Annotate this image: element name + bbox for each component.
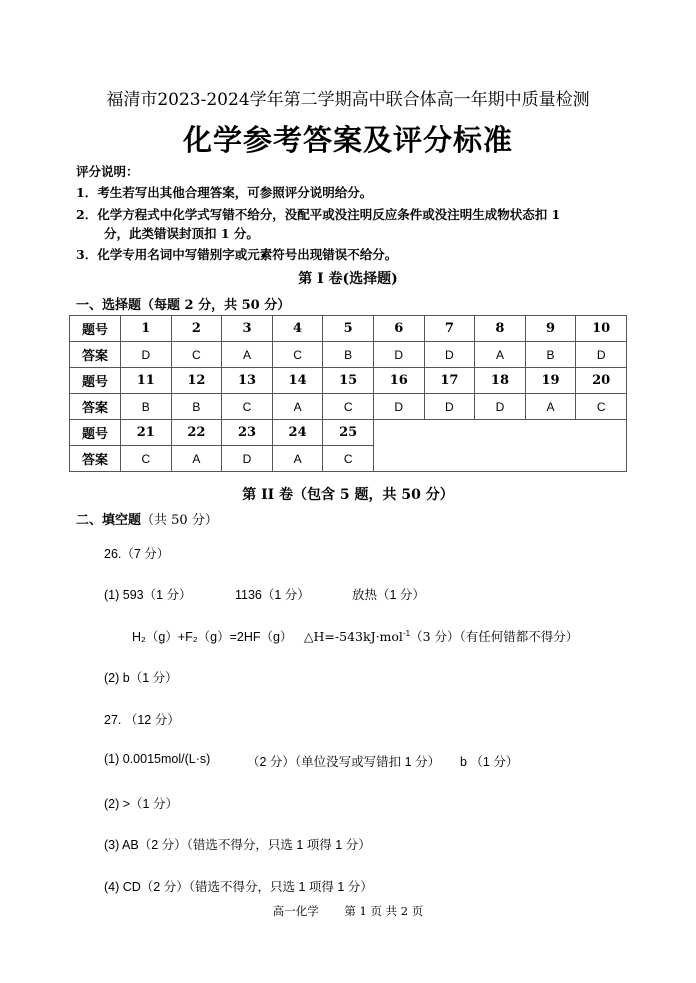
- question-number: 13: [222, 368, 273, 394]
- page-footer: [0, 903, 696, 919]
- answer-cell: C: [576, 394, 627, 420]
- equation-reaction: H₂（g）+F₂（g）=2HF（g）: [132, 630, 293, 644]
- footer-subject: 高一化学: [272, 904, 319, 918]
- answer-cell: A: [272, 394, 323, 420]
- grading-notes-heading: 评分说明：: [76, 164, 139, 179]
- question-number: 21: [121, 420, 172, 446]
- empty-cell-block: [373, 420, 626, 472]
- answer-cell: D: [424, 342, 475, 368]
- question-number: 1: [121, 316, 172, 342]
- answer-cell: C: [121, 446, 172, 472]
- q26-part1-c: 放热（1 分）: [352, 588, 425, 602]
- answer-cell: D: [424, 394, 475, 420]
- question-number: 24: [272, 420, 323, 446]
- answer-cell: D: [121, 342, 172, 368]
- answer-cell: C: [323, 446, 374, 472]
- row-label: 答案: [70, 394, 121, 420]
- choice-section-heading: 一、选择题（每题 2 分，共 50 分）: [76, 298, 291, 313]
- question-number: 4: [272, 316, 323, 342]
- fill-section-label: 二、填空题: [76, 513, 142, 528]
- answer-cell: C: [222, 394, 273, 420]
- question-number: 8: [475, 316, 526, 342]
- answer-table: [69, 315, 627, 472]
- answer-cell: A: [222, 342, 273, 368]
- question-number: 19: [525, 368, 576, 394]
- question-number: 6: [373, 316, 424, 342]
- page-title: 化学参考答案及评分标准: [182, 123, 513, 157]
- question-number: 15: [323, 368, 374, 394]
- row-label: 答案: [70, 446, 121, 472]
- fill-section-points: （共 50 分）: [141, 513, 218, 528]
- question-number: 18: [475, 368, 526, 394]
- q27-heading: 27. （12 分）: [104, 713, 180, 727]
- answer-cell: B: [121, 394, 172, 420]
- question-number: 14: [272, 368, 323, 394]
- question-number: 5: [323, 316, 374, 342]
- equation-points: （3 分）（有任何错都不得分）: [410, 629, 579, 644]
- q26-part1-b: 1136（1 分）: [235, 588, 310, 602]
- q26-part1-a: (1) 593（1 分）: [104, 588, 192, 602]
- grading-note-1: 1．考生若写出其他合理答案，可参照评分说明给分。: [76, 185, 373, 200]
- answer-cell: A: [475, 342, 526, 368]
- question-number: 3: [222, 316, 273, 342]
- answer-row-2: [70, 394, 627, 420]
- equation-superscript: -1: [402, 628, 411, 638]
- answer-cell: D: [222, 446, 273, 472]
- answer-cell: C: [323, 394, 374, 420]
- answer-cell: B: [323, 342, 374, 368]
- question-number: 22: [171, 420, 222, 446]
- q26-part2: (2) b（1 分）: [104, 671, 178, 685]
- grading-note-2-cont: 分，此类错误封顶扣 1 分。: [104, 226, 259, 241]
- question-number: 12: [171, 368, 222, 394]
- answer-cell: B: [171, 394, 222, 420]
- part2-title: 第 II 卷（包含 5 题，共 50 分）: [242, 487, 454, 503]
- question-number: 11: [121, 368, 172, 394]
- question-row-2: [70, 368, 627, 394]
- q26-heading: 26.（7 分）: [104, 547, 170, 561]
- question-number: 20: [576, 368, 627, 394]
- answer-cell: D: [475, 394, 526, 420]
- answer-cell: A: [525, 394, 576, 420]
- question-number: 10: [576, 316, 627, 342]
- question-row-3: [70, 420, 627, 446]
- row-label: 题号: [70, 316, 121, 342]
- q27-part1-b: （2 分）（单位没写或写错扣 1 分）: [247, 755, 441, 769]
- question-number: 16: [373, 368, 424, 394]
- grading-note-3: 3．化学专用名词中写错别字或元素符号出现错误不给分。: [76, 247, 398, 262]
- equation-enthalpy: △H=-543kJ·mol: [303, 629, 403, 644]
- row-label: 答案: [70, 342, 121, 368]
- question-number: 7: [424, 316, 475, 342]
- q27-part1-a: (1) 0.0015mol/(L·s): [104, 752, 211, 766]
- question-number: 17: [424, 368, 475, 394]
- answer-cell: D: [373, 342, 424, 368]
- q27-part1-c: b （1 分）: [460, 755, 519, 769]
- answer-cell: C: [272, 342, 323, 368]
- row-label: 题号: [70, 368, 121, 394]
- footer-page-number: 第 1 页 共 2 页: [344, 904, 424, 918]
- row-label: 题号: [70, 420, 121, 446]
- answer-cell: A: [272, 446, 323, 472]
- question-number: 25: [323, 420, 374, 446]
- q27-part4: (4) CD（2 分）（错选不得分，只选 1 项得 1 分）: [104, 880, 373, 894]
- fill-section-heading: [76, 509, 218, 528]
- answer-row-1: [70, 342, 627, 368]
- answer-cell: D: [373, 394, 424, 420]
- question-number: 9: [525, 316, 576, 342]
- q26-equation: [132, 627, 578, 645]
- question-row-1: [70, 316, 627, 342]
- question-number: 2: [171, 316, 222, 342]
- answer-cell: D: [576, 342, 627, 368]
- grading-note-2: 2．化学方程式中化学式写错不给分，没配平或没注明反应条件或没注明生成物状态扣 1: [76, 207, 561, 222]
- school-exam-line: 福清市2023-2024学年第二学期高中联合体高一年期中质量检测: [106, 90, 590, 110]
- q27-part2: (2) >（1 分）: [104, 797, 178, 811]
- answer-cell: A: [171, 446, 222, 472]
- answer-cell: C: [171, 342, 222, 368]
- answer-cell: B: [525, 342, 576, 368]
- question-number: 23: [222, 420, 273, 446]
- q27-part3: (3) AB（2 分）（错选不得分，只选 1 项得 1 分）: [104, 838, 371, 852]
- part1-title: 第 I 卷(选择题): [298, 271, 398, 287]
